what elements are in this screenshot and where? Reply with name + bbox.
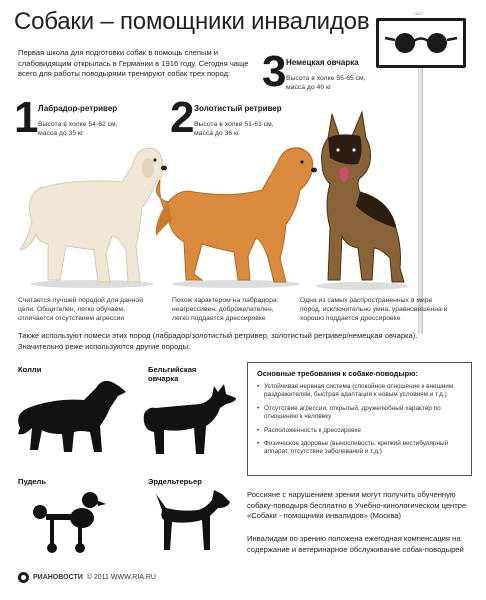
collie-label: Колли (18, 365, 42, 374)
requirement-item: • Расположенность к дрессировке (257, 427, 462, 435)
requirement-item: • Устойчивая нервная система (спокойное отношение к внешним раздражителям, быстрая адаптация к новым условиям и т.д.) (257, 383, 462, 400)
ria-logo-icon (18, 572, 29, 583)
page-title: Собаки – помощники инвалидов (14, 8, 370, 35)
poodle-label: Пудель (18, 477, 47, 486)
breed-name-1: Лабрадор-ретривер (38, 104, 118, 113)
breed-caption-3: Одна из самых распространенных в мире пород, исключительно умна, уравновешенна и хорошо поддается дрессировке (300, 297, 448, 322)
intro-text: Первая школа для подготовки собак в помощь слепым и слабовидящим открылась в Германии в 1916 году. Сегодня чаще всего для работы поводырями тренируют собак трех пород: (18, 48, 249, 78)
requirements-title: Основные требования к собаке-поводырю: (257, 369, 418, 378)
requirement-item: • Физическое здоровье (выносливость, крепкий вестибулярный аппарат, отсутствие заболеваний и т.д.) (257, 440, 462, 457)
breed-caption-1: Считается лучшей породой для данной цели. Общителен, легко обучаем, отличается отсутствием агрессии (18, 297, 144, 322)
blind-sign-icon (376, 18, 466, 68)
info-free-dog: Россияне с нарушением зрения могут получить обученную собаку-поводыря бесплатно в Учебно-кинологическом центре «Собаки - помощники инвалидов» (Москва) (247, 490, 467, 520)
breed-number-1: 1 (14, 93, 39, 142)
airedale-label: Эрдельтерьер (148, 477, 202, 486)
breed-desc-1: Высота в холке 54-62 см, масса до 35 кг (38, 121, 118, 137)
requirement-item: • Отсутствие агрессии, открытый, дружелюбный характер по отношению к человеку (257, 405, 462, 422)
breed-desc-2: Высота в холке 51-61 см, масса до 36 кг (194, 121, 274, 137)
breed-name-3: Немецкая овчарка (286, 58, 359, 67)
airedale-silhouette (152, 488, 232, 552)
breed-caption-2: Похож характером на лабрадора: неагрессивен, доброжелателен, легко поддается дрессировке (172, 297, 279, 322)
requirements-box (247, 362, 472, 476)
footer-brand: РИАНОВОСТИ (33, 574, 83, 581)
footer (18, 572, 156, 583)
breed-name-2: Золотистый ретривер (194, 104, 282, 113)
other-breeds-note: Также используют помеси этих пород (лабрадор/золотистый ретривер, золотистый ретривер/немецкая овчарка). Значительно реже используются другие породы: (18, 331, 418, 351)
german-shepherd-illustration (300, 108, 420, 292)
golden-retriever-illustration (150, 140, 318, 290)
sign-tag: ГОСТ (414, 12, 423, 16)
poodle-silhouette (28, 490, 108, 556)
collie-silhouette (14, 378, 132, 456)
labrador-illustration (14, 138, 170, 290)
breed-number-2: 2 (170, 93, 195, 142)
breed-number-3: 3 (262, 47, 287, 96)
breed-desc-3: Высота в холке 55-65 см, масса до 40 кг (286, 75, 366, 91)
footer-copyright: © 2011 WWW.RIA.RU (86, 574, 156, 581)
belgian-label: Бельгийская овчарка (148, 365, 197, 383)
info-compensation: Инвалидам по зрению положена ежегодная компенсация на содержание и ветеринарное обслуживание собак-поводырей (247, 534, 464, 554)
glasses-icon (379, 21, 463, 65)
belgian-shepherd-silhouette (140, 384, 240, 456)
